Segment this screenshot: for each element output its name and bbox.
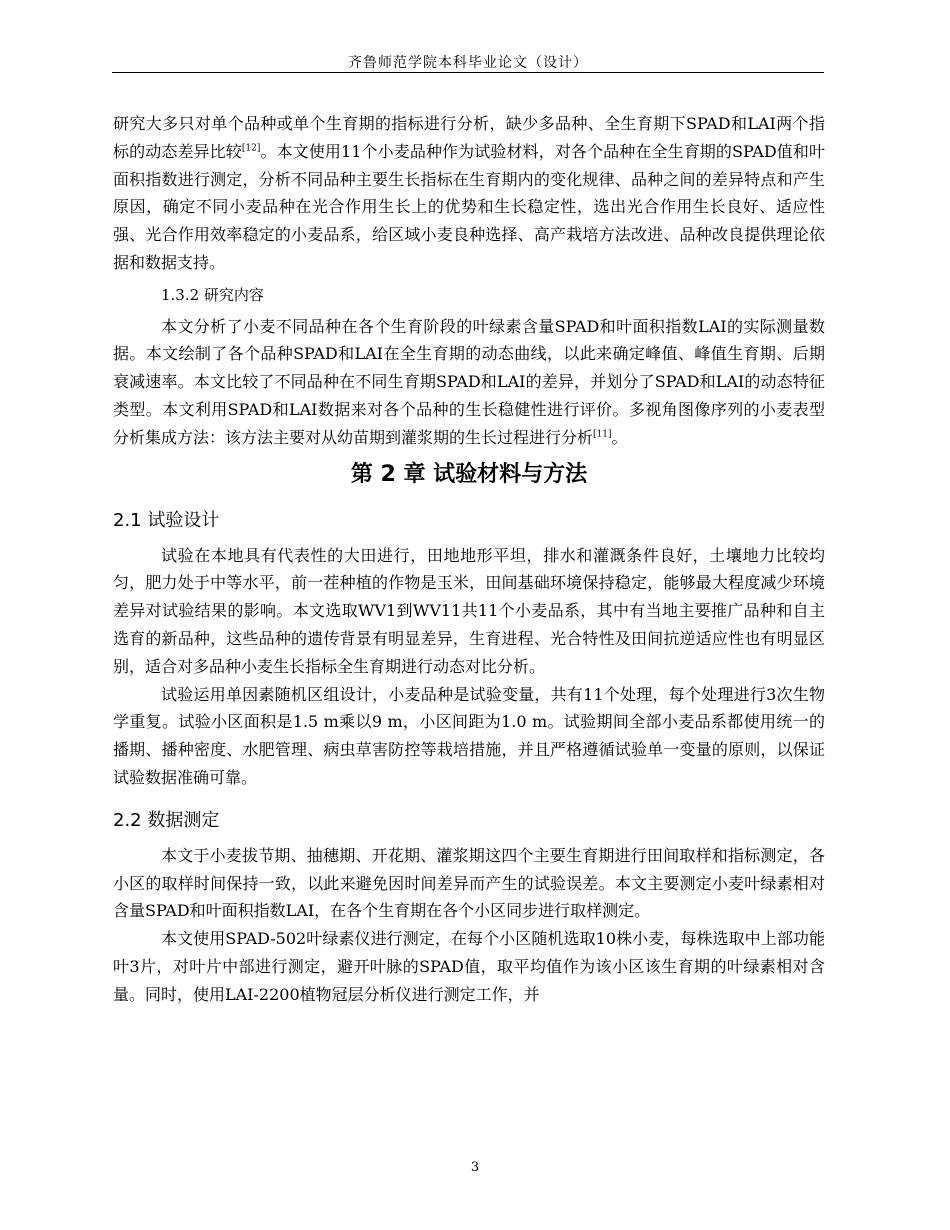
- page-number: 3: [470, 1160, 480, 1175]
- paragraph-measurement-method: 本文使用SPAD-502叶绿素仪进行测定，在每个小区随机选取10株小麦，每株选取中上部功能叶3片，对叶片中部进行测定，避开叶脉的SPAD值，取平均值作为该小区该生育期的叶绿素相对含量。同时，使用LAI-2200植物冠层分析仪进行测定工作，并: [113, 929, 825, 1004]
- paragraph-research-background: 研究大多只对单个品种或单个生育期的指标进行分析，缺少多品种、全生育期下SPAD和LAI两个指标的动态差异比较[12]。本文使用11个小麦品种作为试验材料，对各个品种在全生育期的SPAD值和叶面积指数进行测定，分析不同品种主要生长指标在生育期内的变化规律、品种之间的差异特点和产生原因，确定不同小麦品种在光合作用生长上的优势和生长稳定性，选出光合作用生长良好、适应性强、光合作用效率稳定的小麦品系，给区域小麦良种选择、高产栽培方法改进、品种改良提供理论依据和数据支持。: [113, 114, 825, 272]
- paragraph-experiment-layout: 试验运用单因素随机区组设计，小麦品种是试验变量，共有11个处理，每个处理进行3次生物学重复。试验小区面积是1.5 m乘以9 m，小区间距为1.0 m。试验期间全部小麦品系都使用统一的播期、播种密度、水肥管理、病虫草害防控等栽培措施，并且严格遵循试验单一变量的原则，以保证试验数据准确可靠。: [113, 684, 825, 787]
- paragraph-sampling-schedule: 本文于小麦拔节期、抽穗期、开花期、灌浆期这四个主要生育期进行田间取样和指标测定，各小区的取样时间保持一致，以此来避免因时间差异而产生的试验误差。本文主要测定小麦叶绿素相对含量SPAD和叶面积指数LAI，在各个生育期在各个小区同步进行取样测定。: [113, 845, 825, 921]
- paragraph-research-content: 本文分析了小麦不同品种在各个生育阶段的叶绿素含量SPAD和叶面积指数LAI的实际测量数据。本文绘制了各个品种SPAD和LAI在全生育期的动态曲线，以此来确定峰值、峰值生育期、后期衰减速率。本文比较了不同品种在不同生育期SPAD和LAI的差异，并划分了SPAD和LAI的动态特征类型。本文利用SPAD和LAI数据来对各个品种的生长稳健性进行评价。多视角图像序列的小麦表型分析集成方法：该方法主要对从幼苗期到灌浆期的生长过程进行分析[11]。: [113, 316, 825, 447]
- citation-12: [12]: [241, 143, 261, 154]
- running-header: 齐鲁师范学院本科毕业论文（设计）: [348, 55, 588, 71]
- paragraph-field-conditions: 试验在本地具有代表性的大田进行，田地地形平坦，排水和灌溉条件良好，土壤地力比较均匀，肥力处于中等水平，前一茬种植的作物是玉米，田间基础环境保持稳定，能够最大程度减少环境差异对试验结果的影响。本文选取WV1到WV11共11个小麦品系，其中有当地主要推广品种和自主选育的新品种，这些品种的遗传背景有明显差异，生育进程、光合特性及田间抗逆适应性也有明显区别，适合对多品种小麦生长指标全生育期进行动态对比分析。: [113, 545, 825, 676]
- subheading-research-content: 1.3.2 研究内容: [161, 285, 264, 304]
- citation-11: [11]: [593, 429, 612, 440]
- section-heading-experiment-design: 2.1 试验设计: [113, 509, 220, 531]
- body-content: [113, 110, 825, 1009]
- chapter-title: 第 2 章 试验材料与方法: [350, 461, 588, 487]
- header-rule: [112, 72, 824, 73]
- section-heading-data-measurement: 2.2 数据测定: [113, 809, 220, 831]
